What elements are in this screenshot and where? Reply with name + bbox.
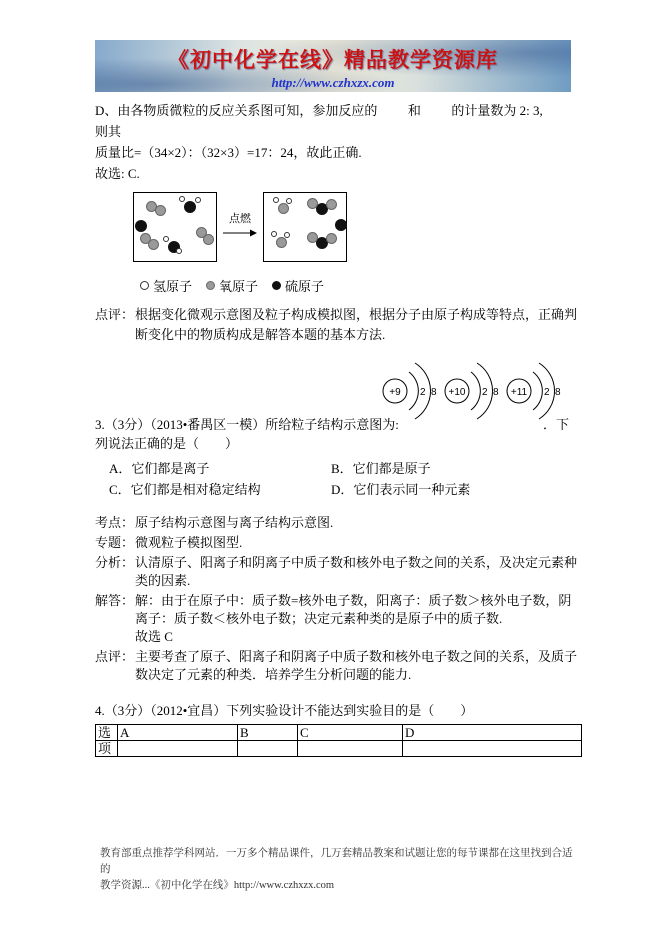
hydrogen-dot-icon	[140, 281, 149, 290]
legend-label: 氧原子	[219, 279, 259, 294]
atom-legend	[140, 276, 581, 295]
answer-d-paragraph	[95, 100, 550, 163]
particle-diagrams	[379, 355, 565, 427]
fenxi-label: 分析：	[95, 555, 135, 570]
atom-sulfur	[135, 220, 147, 232]
question3-stem-area	[95, 355, 581, 433]
zhuanti-label: 专题：	[95, 535, 135, 550]
jieda-block	[95, 592, 581, 646]
table-col-d: D	[403, 725, 582, 741]
reaction-diagram	[133, 192, 581, 262]
table-col-a: A	[118, 725, 238, 741]
h2s-molecule-icon	[381, 98, 405, 114]
table-cell-c	[298, 741, 403, 757]
jieda-choice: 故选 C	[135, 629, 173, 644]
svg-text:2: 2	[420, 387, 426, 398]
option-c	[109, 479, 331, 500]
option-a-text: 它们都是离子	[131, 461, 210, 476]
reaction-arrow	[219, 213, 261, 241]
document-body	[95, 100, 581, 757]
atom-oxygen	[278, 203, 289, 214]
option-d-key: D．	[331, 482, 354, 497]
question4-table	[95, 724, 582, 757]
answer-d-text-1: D、由各物质微粒的反应关系图可知，参加反应的	[95, 103, 378, 118]
atom-oxygen	[155, 205, 166, 216]
legend-item-hydrogen	[140, 276, 192, 295]
atom-hydrogen	[163, 236, 169, 242]
products-box	[263, 192, 347, 262]
arrow-icon	[223, 229, 257, 237]
atom-hydrogen	[176, 248, 182, 254]
svg-text:8: 8	[493, 387, 499, 398]
svg-text:2: 2	[544, 387, 550, 398]
option-b-key: B．	[331, 461, 353, 476]
zhuanti-text: 微观粒子模拟图型.	[135, 535, 243, 550]
particle-diagram-ne	[441, 355, 503, 427]
question3-stem-line1: 3.（3分）（2013•番禺区一模）所给粒子结构示意图为:	[95, 417, 399, 432]
atom-sulfur	[184, 201, 196, 213]
table-cell-a	[118, 741, 238, 757]
dianping-label: 点评：	[95, 649, 135, 664]
page-footer	[100, 846, 578, 894]
question3-stem-line2: 列说法正确的是（ ）	[95, 436, 239, 451]
footer-line1: 教育部重点推荐学科网站．一万多个精品课件，几万套精品教案和试题让您的每节课都在这里找到合适的	[100, 848, 573, 875]
answer-d-text-3: 的计量数为 2: 3, 则其	[95, 103, 543, 139]
reactants-box	[133, 192, 217, 262]
svg-text:2: 2	[482, 387, 488, 398]
footer-line2	[100, 878, 578, 894]
zhuanti-block	[95, 534, 581, 552]
question4-stem: 4.（3分）（2012•宜昌）下列实验设计不能达到实验目的是（ ）	[95, 703, 474, 718]
atom-oxygen	[307, 198, 318, 209]
legend-label: 硫原子	[285, 279, 325, 294]
footer-url-link[interactable]: http://www.czhxzx.com	[233, 880, 335, 891]
banner-title: 《初中化学在线》精品教学资源库	[168, 48, 498, 72]
atom-hydrogen	[273, 197, 279, 203]
atom-hydrogen	[271, 231, 277, 237]
table-col-c: C	[298, 725, 403, 741]
option-d	[331, 479, 581, 500]
table-row	[96, 725, 582, 741]
atom-oxygen	[307, 232, 318, 243]
kaodian-text: 原子结构示意图与离子结构示意图.	[135, 515, 334, 530]
jieda-text: 解：由于在原子中：质子数=核外电子数，阳离子：质子数＞核外电子数，阴离子：质子数＜核外电子数；决定元素种类的是原子中的质子数.	[135, 593, 572, 626]
atom-oxygen	[276, 237, 287, 248]
legend-label: 氢原子	[153, 279, 193, 294]
arrow-label: 点燃	[229, 213, 251, 225]
option-b	[331, 458, 581, 479]
atom-oxygen	[148, 239, 159, 250]
option-b-text: 它们都是原子	[352, 461, 431, 476]
table-col-b: B	[238, 725, 298, 741]
option-a	[109, 458, 331, 479]
fenxi-text: 认清原子、阳离子和阴离子中质子数和核外电子数之间的关系，及决定元素种类的因素.	[135, 555, 578, 588]
table-row	[96, 741, 582, 757]
option-d-text: 它们表示同一种元素	[353, 482, 471, 497]
legend-item-oxygen	[206, 276, 258, 295]
table-cell-b	[238, 741, 298, 757]
jieda-text-wrap	[135, 592, 581, 646]
o2-molecule-icon	[424, 98, 448, 114]
comment-block-q2	[95, 305, 581, 345]
jieda-label: 解答：	[95, 593, 135, 608]
table-corner-top: 选	[96, 725, 118, 741]
legend-item-sulfur	[272, 276, 324, 295]
answer-d-choice: 故选: C.	[95, 166, 140, 181]
atom-hydrogen	[284, 232, 290, 238]
atom-oxygen	[203, 234, 214, 245]
answer-d-text-4: 质量比=（34×2）：（32×3）=17：24，故此正确.	[95, 145, 362, 160]
svg-text:+9: +9	[389, 387, 401, 398]
kaodian-block	[95, 514, 581, 532]
comment-label: 点评：	[95, 307, 135, 322]
atom-oxygen	[326, 199, 337, 210]
atom-hydrogen	[179, 196, 185, 202]
svg-text:8: 8	[431, 387, 437, 398]
option-c-key: C．	[109, 482, 131, 497]
answer-d-text-2: 和	[407, 103, 421, 118]
atom-hydrogen	[286, 198, 292, 204]
fenxi-block	[95, 554, 581, 590]
table-cell-d	[403, 741, 582, 757]
site-banner	[95, 40, 571, 92]
oxygen-dot-icon	[206, 281, 215, 290]
option-a-key: A．	[109, 461, 132, 476]
banner-url-link[interactable]: http://www.czhxzx.com	[271, 75, 395, 90]
footer-line2-text: 教学资源...《初中化学在线》	[100, 880, 234, 891]
table-corner-bottom: 项	[96, 741, 118, 757]
comment-text: 根据变化微观示意图及粒子构成模拟图，根据分子由原子构成等特点，正确判断变化中的物质构成是解答本题的基本方法.	[135, 307, 578, 342]
question3-options	[109, 458, 581, 500]
kaodian-label: 考点：	[95, 515, 135, 530]
dianping-block	[95, 648, 581, 684]
atom-sulfur	[335, 219, 347, 231]
dianping-text: 主要考查了原子、阳离子和阴离子中质子数和核外电子数之间的关系，及质子数决定了元素的种类．培养学生分析问题的能力.	[135, 649, 578, 682]
svg-text:+11: +11	[510, 387, 528, 398]
svg-text:+10: +10	[448, 387, 466, 398]
atom-oxygen	[326, 233, 337, 244]
sulfur-dot-icon	[272, 281, 281, 290]
option-c-text: 它们都是相对稳定结构	[130, 482, 261, 497]
atom-hydrogen	[195, 197, 201, 203]
svg-text:8: 8	[555, 387, 561, 398]
question3-stem-after: ．下	[543, 417, 570, 432]
